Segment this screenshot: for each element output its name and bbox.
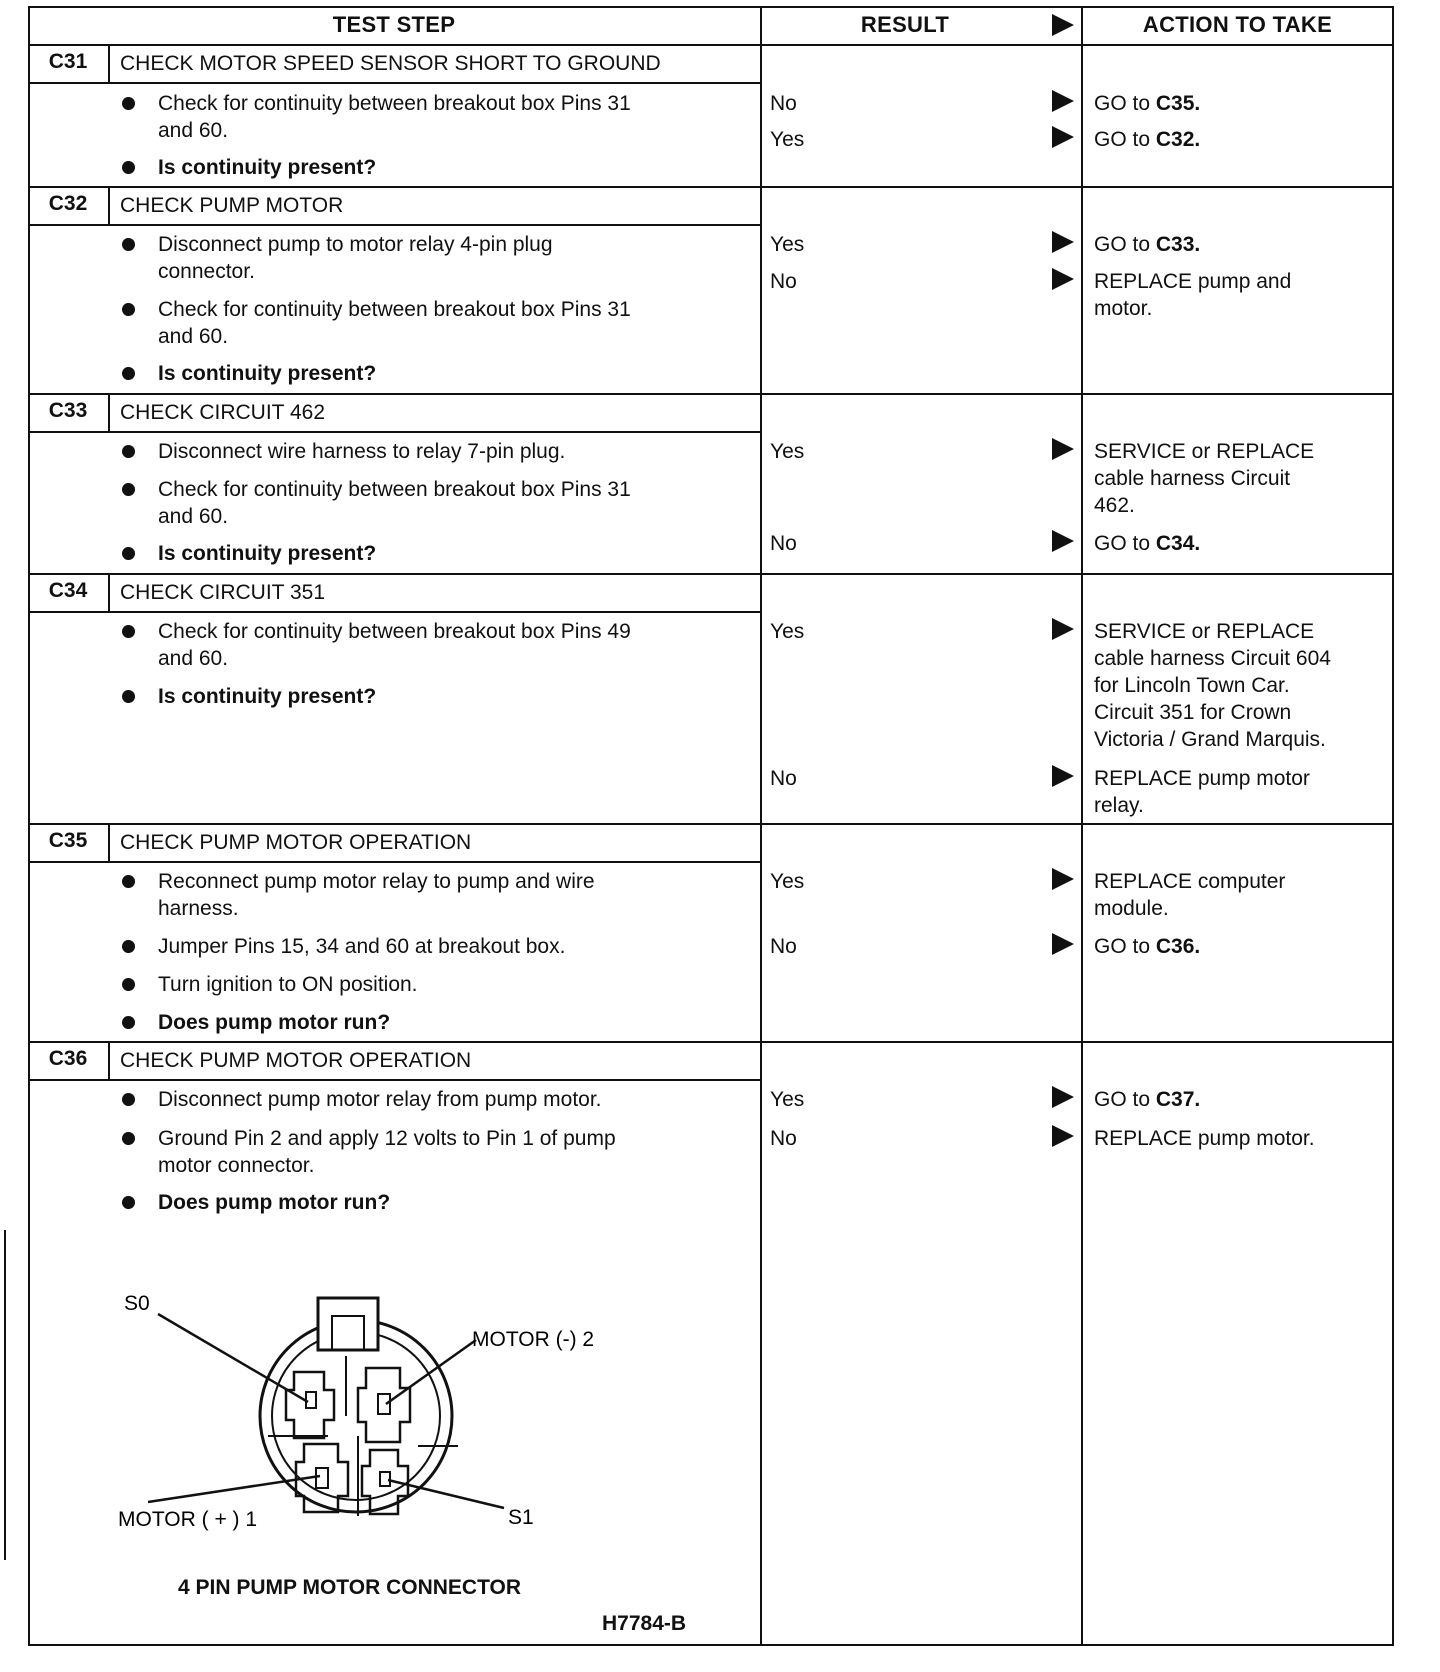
action-text-cont: cable harness Circuit <box>1094 467 1291 490</box>
step-title-underline <box>28 82 760 84</box>
step-instruction-cont: and 60. <box>158 505 229 528</box>
result-arrow-icon <box>1052 268 1074 290</box>
action-text: REPLACE pump and <box>1094 270 1292 293</box>
result-value: No <box>770 92 797 115</box>
step-title-underline <box>28 611 760 613</box>
bullet-icon <box>122 161 135 174</box>
action-step-ref: C36. <box>1155 935 1201 958</box>
action-step-ref: C34. <box>1155 532 1201 555</box>
pin-cavity-s0 <box>286 1372 334 1438</box>
action-text-cont: Circuit 351 for Crown <box>1094 701 1292 724</box>
step-title: CHECK PUMP MOTOR OPERATION <box>120 1049 472 1072</box>
step-instruction-cont: and 60. <box>158 119 229 142</box>
result-value: Yes <box>770 1088 805 1111</box>
bullet-icon <box>122 875 135 888</box>
pin-motor-pos <box>316 1468 328 1488</box>
row-divider <box>28 393 1394 395</box>
result-arrow-icon <box>1052 868 1074 890</box>
step-title: CHECK PUMP MOTOR OPERATION <box>120 831 472 854</box>
step-title: CHECK PUMP MOTOR <box>120 194 344 217</box>
step-question: Does pump motor run? <box>158 1011 391 1034</box>
header-action: ACTION TO TAKE <box>1142 12 1333 37</box>
step-id: C35 <box>48 829 88 852</box>
label-motor-neg: MOTOR (-) 2 <box>472 1328 595 1351</box>
step-question: Is continuity present? <box>158 685 377 708</box>
row-divider <box>28 823 1394 825</box>
result-value: Yes <box>770 128 805 151</box>
step-instruction: Disconnect pump to motor relay 4-pin plug <box>158 233 553 256</box>
step-instruction: Jumper Pins 15, 34 and 60 at breakout box. <box>158 935 566 958</box>
result-arrow-icon <box>1052 1125 1074 1147</box>
result-arrow-icon <box>1052 90 1074 112</box>
result-arrow-icon <box>1052 1086 1074 1108</box>
step-id: C31 <box>48 50 88 73</box>
pin-motor-neg <box>378 1394 390 1414</box>
step-instruction: Ground Pin 2 and apply 12 volts to Pin 1 of pump <box>158 1127 616 1150</box>
bullet-icon <box>122 940 135 953</box>
label-s1: S1 <box>508 1506 534 1529</box>
action-text-cont: 462. <box>1094 494 1135 517</box>
action-step-ref: C32. <box>1155 128 1201 151</box>
bullet-icon <box>122 978 135 991</box>
action-text-cont: cable harness Circuit 604 <box>1094 647 1331 670</box>
step-question: Is continuity present? <box>158 156 377 179</box>
header-result: RESULT <box>860 12 950 37</box>
action-text: SERVICE or REPLACE <box>1094 620 1315 643</box>
connector-latch <box>318 1298 378 1350</box>
step-instruction: Turn ignition to ON position. <box>158 973 418 996</box>
bullet-icon <box>122 1016 135 1029</box>
step-question: Is continuity present? <box>158 542 377 565</box>
result-value: No <box>770 270 797 293</box>
action-step-ref: C35. <box>1155 92 1201 115</box>
pump-motor-connector-diagram <box>118 1276 638 1546</box>
bullet-icon <box>122 690 135 703</box>
bullet-icon <box>122 367 135 380</box>
step-instruction: Check for continuity between breakout box Pins 31 <box>158 478 631 501</box>
step-title: CHECK CIRCUIT 351 <box>120 581 325 604</box>
header-arrow-icon <box>1052 14 1074 36</box>
bullet-icon <box>122 97 135 110</box>
step-title-underline <box>28 1079 760 1081</box>
bullet-icon <box>122 547 135 560</box>
step-instruction: Reconnect pump motor relay to pump and wire <box>158 870 595 893</box>
page-margin-mark <box>4 1230 6 1560</box>
step-title-underline <box>28 431 760 433</box>
action-text: GO to C36. <box>1094 935 1201 958</box>
action-step-ref: C33. <box>1155 233 1201 256</box>
step-instruction: Disconnect pump motor relay from pump motor. <box>158 1088 602 1111</box>
result-value: No <box>770 532 797 555</box>
bullet-icon <box>122 1093 135 1106</box>
action-text: REPLACE pump motor. <box>1094 1127 1315 1150</box>
label-s0: S0 <box>124 1292 150 1315</box>
step-instruction-cont: and 60. <box>158 325 229 348</box>
step-instruction: Check for continuity between breakout box Pins 31 <box>158 298 631 321</box>
step-instruction: Check for continuity between breakout box Pins 49 <box>158 620 631 643</box>
leader-s1 <box>388 1480 504 1508</box>
bullet-icon <box>122 445 135 458</box>
step-id-divider <box>108 1041 110 1079</box>
column-divider-result <box>760 6 762 1646</box>
result-arrow-icon <box>1052 618 1074 640</box>
label-motor-pos: MOTOR ( + ) 1 <box>118 1508 258 1531</box>
result-value: No <box>770 1127 797 1150</box>
step-title-underline <box>28 861 760 863</box>
step-title: CHECK MOTOR SPEED SENSOR SHORT TO GROUND <box>120 52 661 75</box>
result-arrow-icon <box>1052 438 1074 460</box>
action-text: GO to C32. <box>1094 128 1201 151</box>
action-text: GO to C37. <box>1094 1088 1201 1111</box>
action-text-cont: relay. <box>1094 794 1144 817</box>
action-text: REPLACE computer <box>1094 870 1286 893</box>
column-divider-action <box>1081 6 1083 1646</box>
step-id-divider <box>108 393 110 431</box>
step-title: CHECK CIRCUIT 462 <box>120 401 325 424</box>
action-text: SERVICE or REPLACE <box>1094 440 1315 463</box>
step-id: C36 <box>48 1047 88 1070</box>
header-divider <box>28 44 1394 46</box>
leader-s0 <box>158 1314 308 1402</box>
action-text: GO to C33. <box>1094 233 1201 256</box>
row-divider <box>28 186 1394 188</box>
pin-s0 <box>306 1392 316 1408</box>
step-question: Does pump motor run? <box>158 1191 391 1214</box>
step-instruction: Disconnect wire harness to relay 7-pin plug. <box>158 440 566 463</box>
result-arrow-icon <box>1052 933 1074 955</box>
step-instruction-cont: and 60. <box>158 647 229 670</box>
step-id: C34 <box>48 579 88 602</box>
result-value: Yes <box>770 233 805 256</box>
result-value: Yes <box>770 620 805 643</box>
result-value: No <box>770 935 797 958</box>
bullet-icon <box>122 303 135 316</box>
step-question: Is continuity present? <box>158 362 377 385</box>
step-instruction-cont: connector. <box>158 260 255 283</box>
result-value: No <box>770 767 797 790</box>
result-value: Yes <box>770 870 805 893</box>
action-text: REPLACE pump motor <box>1094 767 1310 790</box>
step-id: C33 <box>48 399 88 422</box>
result-value: Yes <box>770 440 805 463</box>
bullet-icon <box>122 625 135 638</box>
step-id-divider <box>108 573 110 611</box>
bullet-icon <box>122 1132 135 1145</box>
bullet-icon <box>122 1196 135 1209</box>
action-text-cont: module. <box>1094 897 1169 920</box>
header-test-step: TEST STEP <box>332 12 456 37</box>
diagram-caption: 4 PIN PUMP MOTOR CONNECTOR <box>178 1576 522 1599</box>
bullet-icon <box>122 483 135 496</box>
diagnostic-table <box>28 6 1394 1646</box>
pin-cavity-motor-neg <box>358 1368 410 1442</box>
action-step-ref: C37. <box>1155 1088 1201 1111</box>
result-arrow-icon <box>1052 765 1074 787</box>
step-instruction: Check for continuity between breakout box Pins 31 <box>158 92 631 115</box>
step-instruction-cont: motor connector. <box>158 1154 315 1177</box>
action-text-cont: for Lincoln Town Car. <box>1094 674 1290 697</box>
step-id: C32 <box>48 192 88 215</box>
result-arrow-icon <box>1052 530 1074 552</box>
row-divider <box>28 1041 1394 1043</box>
step-title-underline <box>28 224 760 226</box>
result-arrow-icon <box>1052 231 1074 253</box>
row-divider <box>28 573 1394 575</box>
bullet-icon <box>122 238 135 251</box>
action-text-cont: motor. <box>1094 297 1153 320</box>
action-text-cont: Victoria / Grand Marquis. <box>1094 728 1326 751</box>
step-id-divider <box>108 186 110 224</box>
action-text: GO to C35. <box>1094 92 1201 115</box>
step-instruction-cont: harness. <box>158 897 239 920</box>
step-id-divider <box>108 823 110 861</box>
figure-id: H7784-B <box>602 1612 687 1635</box>
action-text: GO to C34. <box>1094 532 1201 555</box>
step-id-divider <box>108 44 110 82</box>
result-arrow-icon <box>1052 126 1074 148</box>
